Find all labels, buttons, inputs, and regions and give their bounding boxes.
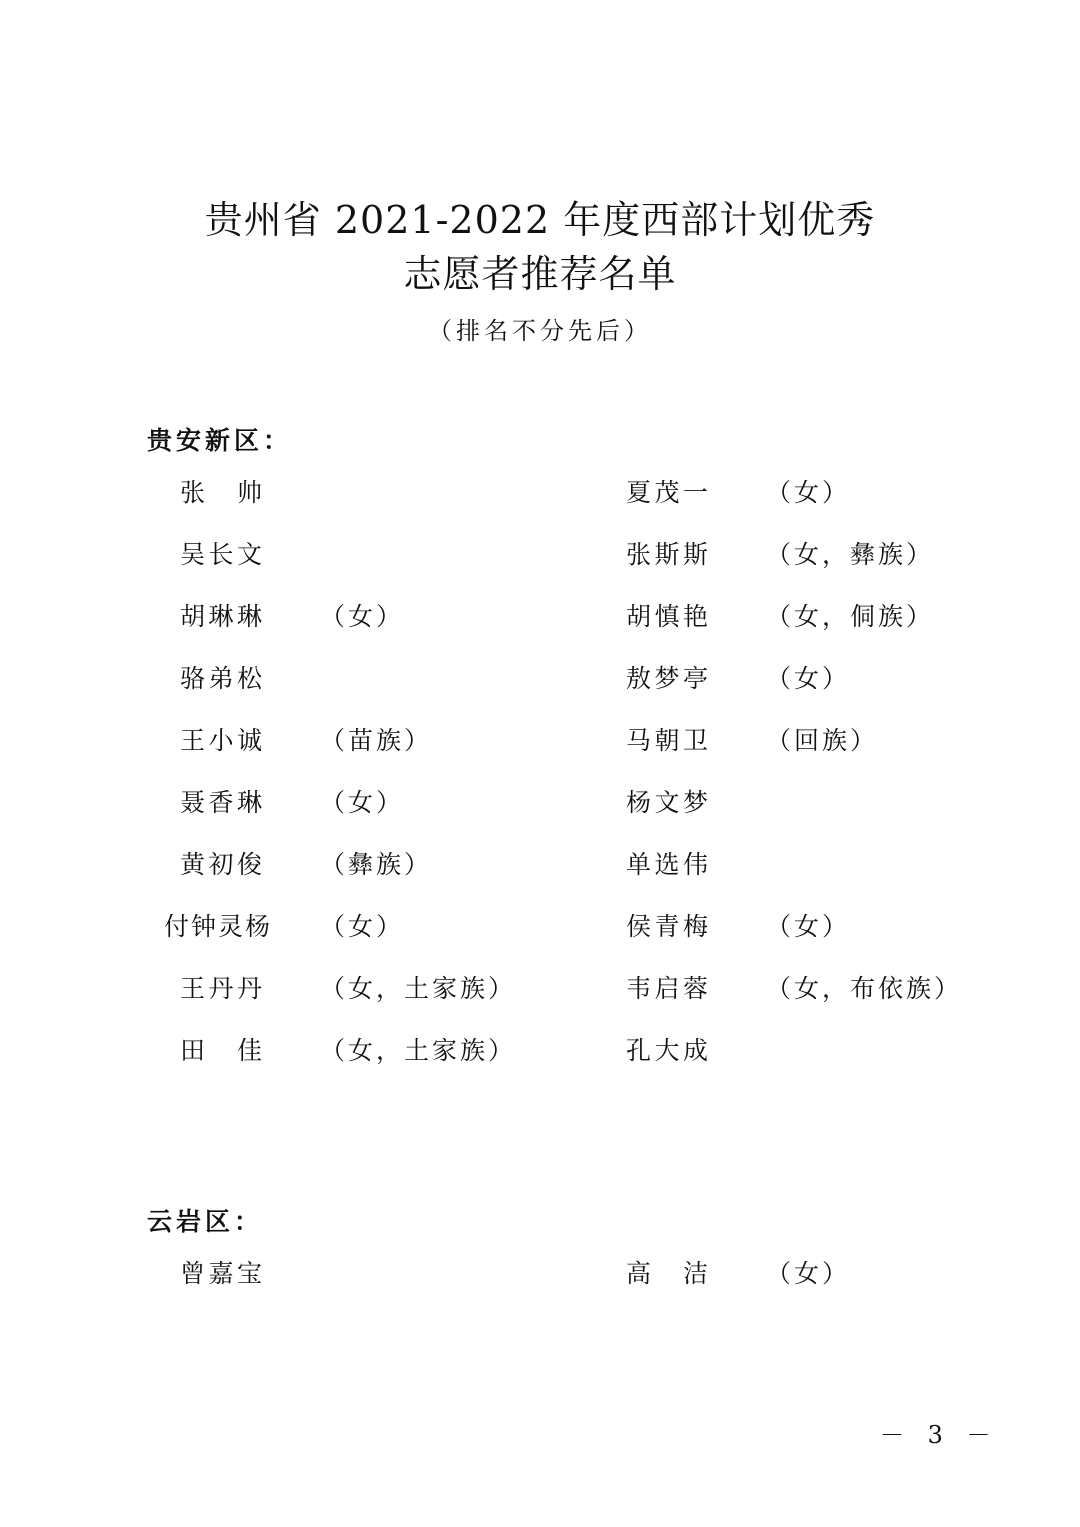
nominee-name: 高洁	[626, 1259, 710, 1288]
nominee-note: （女）	[766, 664, 851, 693]
nominee-name: 聂香琳	[180, 788, 264, 817]
document-subtitle: （排名不分先后）	[428, 317, 652, 345]
nominee-name: 张斯斯	[626, 540, 710, 569]
nominee-name: 孔大成	[626, 1036, 710, 1065]
nominee-name: 夏茂一	[626, 478, 710, 507]
nominee-note: （女，土家族）	[320, 974, 517, 1003]
nominee-name: 田佳	[180, 1036, 264, 1065]
nominee-name: 曾嘉宝	[180, 1259, 264, 1288]
document-title-line1: 贵州省 2021-2022 年度西部计划优秀	[204, 198, 876, 242]
nominee-name: 王小诚	[180, 726, 264, 755]
nominee-note: （女）	[320, 912, 405, 941]
document-title-line2: 志愿者推荐名单	[403, 252, 677, 296]
nominee-note: （女）	[766, 1259, 851, 1288]
nominee-name: 胡慎艳	[626, 602, 710, 631]
nominee-note: （女）	[766, 478, 851, 507]
page-number: － 3 －	[880, 1421, 999, 1449]
nominee-name: 韦启蓉	[626, 974, 710, 1003]
nominee-name: 马朝卫	[626, 726, 710, 755]
nominee-name: 单选伟	[626, 850, 710, 879]
nominee-note: （女，布依族）	[766, 974, 963, 1003]
nominee-note: （女）	[320, 788, 405, 817]
nominee-name: 吴长文	[180, 540, 264, 569]
nominee-note: （女，土家族）	[320, 1036, 517, 1065]
nominee-name: 杨文梦	[626, 788, 710, 817]
nominee-name: 王丹丹	[180, 974, 264, 1003]
nominee-note: （苗族）	[320, 726, 433, 755]
section-heading: 贵安新区：	[147, 426, 293, 455]
nominee-note: （女，侗族）	[766, 602, 935, 631]
nominee-name: 侯青梅	[626, 912, 710, 941]
nominee-note: （彝族）	[320, 850, 433, 879]
nominee-note: （女）	[766, 912, 851, 941]
nominee-name: 张帅	[180, 478, 264, 507]
nominee-name: 骆弟松	[180, 664, 264, 693]
nominee-name: 黄初俊	[180, 850, 264, 879]
section-heading: 云岩区：	[147, 1207, 264, 1236]
nominee-note: （女）	[320, 602, 405, 631]
nominee-note: （女，彝族）	[766, 540, 935, 569]
nominee-note: （回族）	[766, 726, 879, 755]
nominee-name: 胡琳琳	[180, 602, 264, 631]
nominee-name: 付钟灵杨	[164, 912, 273, 941]
nominee-name: 敖梦亭	[626, 664, 710, 693]
